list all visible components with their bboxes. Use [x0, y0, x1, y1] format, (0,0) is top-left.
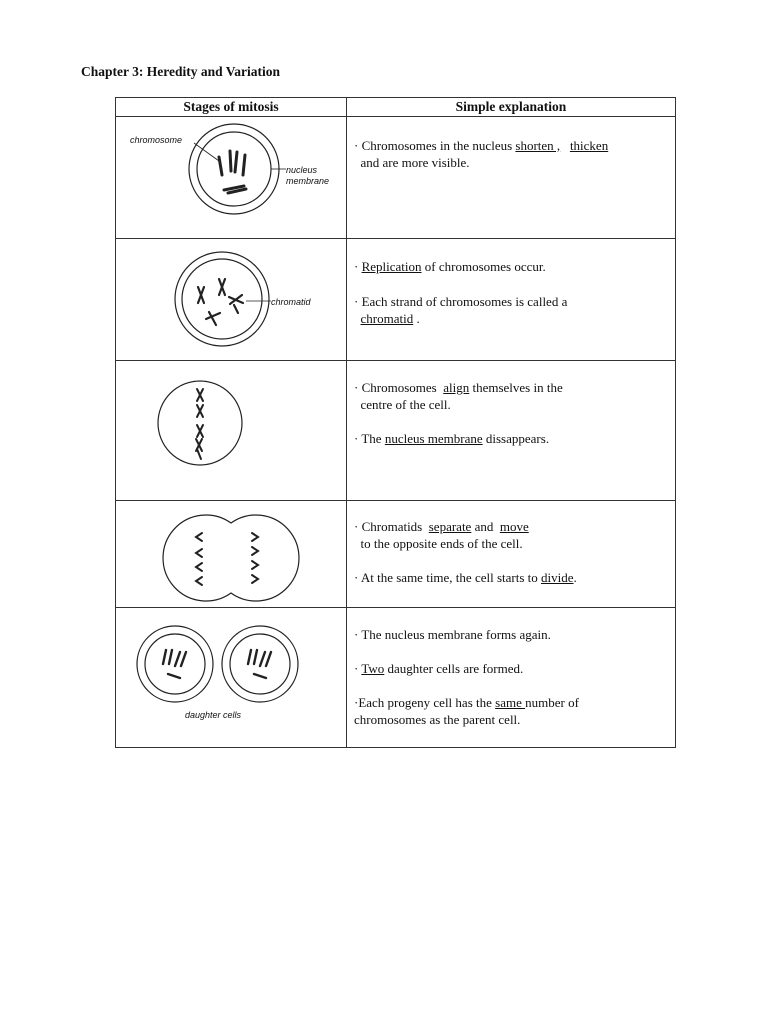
header-row: [116, 98, 676, 117]
label-chromosome: chromosome: [130, 135, 183, 145]
label-daughter-cells: daughter cells: [185, 710, 242, 720]
label-membrane: membrane: [286, 176, 330, 186]
metaphase-figure: [116, 361, 347, 500]
stage-row-1: [116, 117, 676, 239]
telophase-figure: [116, 608, 347, 747]
anaphase-figure: [116, 501, 347, 607]
stage-row-3: [116, 361, 676, 501]
prophase-explanation: · Chromosomes in the nucleus shorten , thicken and are more visible.: [354, 138, 609, 170]
stage-row-4: [116, 501, 676, 608]
label-chromatid: chromatid: [271, 297, 311, 307]
metaphase-explanation: · Chromosomes align themselves in the centre of the cell. · The nucleus membrane dissappears.: [354, 380, 563, 446]
label-nucleus: nucleus: [286, 165, 318, 175]
prophase-figure: [116, 117, 347, 238]
header-stages: Stages of mitosis: [116, 98, 347, 117]
replication-figure: [116, 239, 347, 360]
header-explanation: Simple explanation: [347, 98, 676, 117]
stage-row-2: [116, 239, 676, 361]
anaphase-explanation: · Chromatids separate and move to the opposite ends of the cell. · At the same time, the cell starts to divide.: [354, 519, 577, 585]
stage-row-5: [116, 608, 676, 748]
telophase-explanation: · The nucleus membrane forms again. · Two daughter cells are formed. ·Each progeny cell has the same number of chromosomes as the parent cell.: [354, 627, 579, 727]
chapter-title: Chapter 3: Heredity and Variation: [81, 64, 281, 79]
mitosis-table: [115, 97, 676, 748]
replication-explanation: · Replication of chromosomes occur. · Each strand of chromosomes is called a chromatid .: [354, 259, 568, 326]
